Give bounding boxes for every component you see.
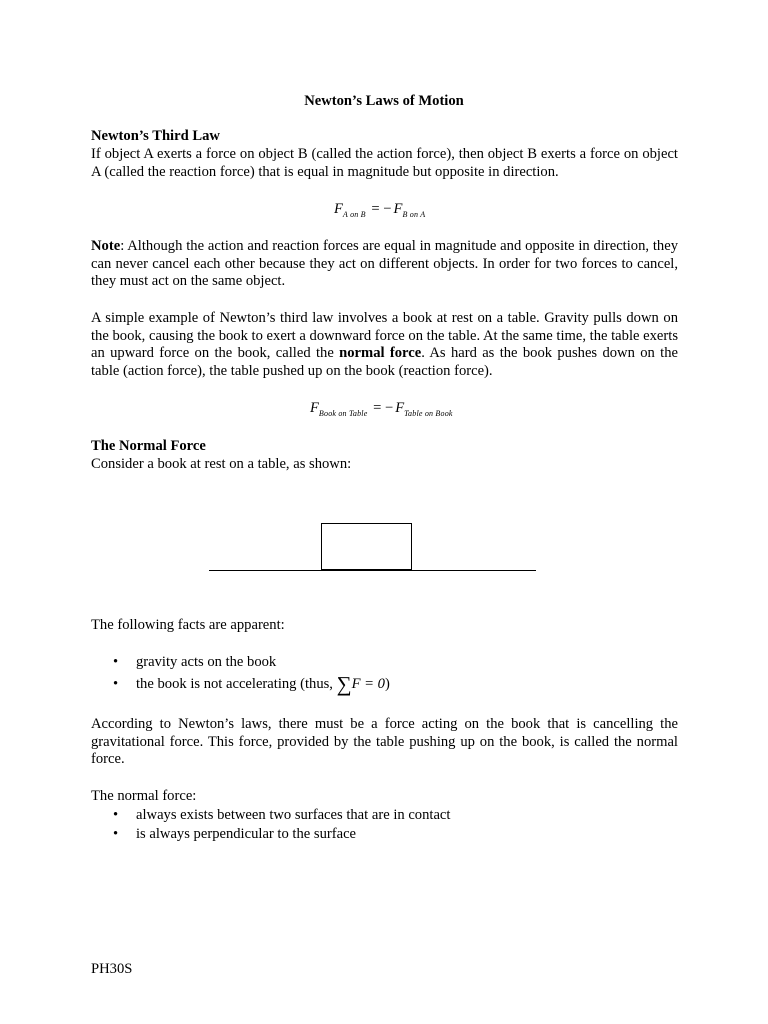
eq1-operator: = − [371, 201, 392, 217]
normal-force-heading: The Normal Force [91, 438, 206, 454]
eq1-rhs-sub: B on A [402, 210, 426, 219]
normal-force-term: normal force [339, 345, 422, 362]
example-text-after: . As hard as the book pushes down on the table (action force), the table pushed up on the book (reaction force). [91, 345, 678, 379]
fact-text: gravity acts on the book [136, 654, 277, 670]
props-intro: The normal force: [91, 788, 197, 804]
note-paragraph [91, 238, 678, 291]
bullet: • [113, 676, 119, 692]
props-list [91, 807, 691, 845]
bullet: • [113, 807, 119, 823]
list-item [91, 826, 691, 845]
book-rectangle [322, 524, 412, 570]
normal-force-paragraph: According to Newton’s laws, there must be a force acting on the book that is cancelling the gravitational force. This force, provided by the table pushing up on the book, is called the normal force. [91, 716, 678, 768]
eq2-lhs-sub: Book on Table [318, 409, 368, 418]
list-item [91, 672, 691, 697]
example-text-before: A simple example of Newton’s third law involves a book at rest on a table. Gravity pulls down on the book, causing the book to exert a downward force on the table. At the same time, the table exerts an upward force on the book, called the [91, 310, 678, 362]
page-title: Newton’s Laws of Motion [304, 93, 464, 109]
third-law-heading: Newton’s Third Law [91, 128, 220, 144]
list-item [91, 807, 691, 826]
eq1-rhs-var: F [393, 201, 403, 217]
list-item [91, 654, 691, 675]
eq1-lhs-var: F [334, 201, 343, 217]
sum-close: ) [384, 676, 390, 692]
fact-text: the book is not accelerating (thus, [136, 676, 337, 692]
prop-text: is always perpendicular to the surface [136, 826, 357, 842]
note-text: : Although the action and reaction forces are equal in magnitude and opposite in direction, they can never cancel each other because they act on different objects. In order for two forces to cancel, they must act on the same object. [91, 238, 678, 290]
example-paragraph [91, 310, 678, 380]
eq2-rhs-var: F [395, 400, 405, 416]
eq2-operator: = − [373, 400, 394, 416]
third-law-paragraph: If object A exerts a force on object B (called the action force), then object B exerts a force on object A (called the reaction force) that is equal in magnitude but opposite in direction. [91, 146, 678, 180]
bullet: • [113, 826, 119, 842]
facts-intro: The following facts are apparent: [91, 617, 285, 633]
note-label: Note [91, 238, 121, 254]
prop-text: always exists between two surfaces that are in contact [136, 807, 451, 823]
page-footer: PH30S [91, 961, 133, 977]
facts-list [91, 654, 691, 697]
sum-symbol: ∑ [336, 672, 352, 696]
normal-force-intro: Consider a book at rest on a table, as shown: [91, 456, 352, 472]
book-on-table-diagram [0, 515, 768, 575]
eq1-lhs-sub: A on B [342, 210, 366, 219]
eq2-rhs-sub: Table on Book [404, 409, 453, 418]
eq2-lhs-var: F [310, 400, 319, 416]
book-table-equation [310, 400, 453, 423]
bullet: • [113, 654, 119, 670]
sum-expression: F = 0 [351, 676, 385, 692]
third-law-equation [334, 201, 425, 224]
